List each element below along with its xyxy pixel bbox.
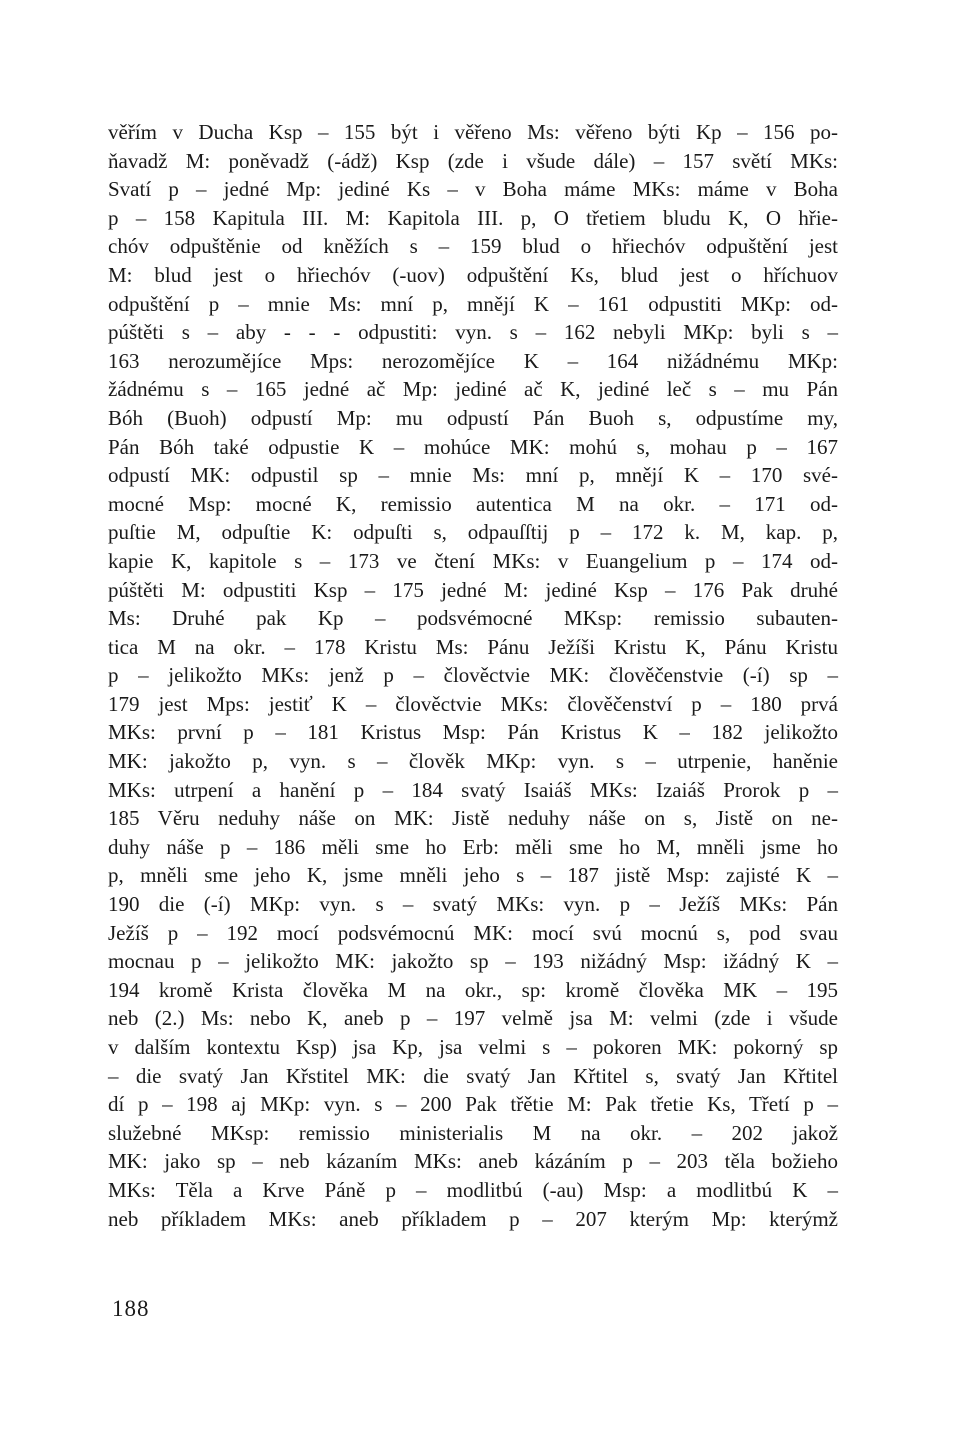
text-line: chóv odpuštěnie od kněžích s – 159 blud o hřiechóv odpuštění jest — [108, 234, 838, 259]
text-line: Ms: Druhé pak Kp – podsvémocné MKsp: remissio subauten- — [108, 606, 838, 631]
text-line: 185 Věru neduhy náše on MK: Jistě neduhy náše on s, Jistě on ne- — [108, 806, 838, 831]
text-line: p – jelikožto MKs: jenž p – člověctvie MK: člověčenstvie (-í) sp – — [108, 663, 838, 688]
text-line: tica M na okr. – 178 Kristu Ms: Pánu Ježíši Kristu K, Pánu Kristu — [108, 634, 838, 659]
text-line: odpuštění p – mnie Ms: mní p, mnějí K – 161 odpustiti MKp: od- — [108, 291, 838, 316]
page-number: 188 — [112, 1296, 150, 1321]
text-line: 194 kromě Krista člověka M na okr., sp: kromě člověka MK – 195 — [108, 977, 838, 1002]
text-line: M: blud jest o hřiechóv (-uov) odpuštění Ks, blud jest o hříchuov — [108, 262, 838, 287]
text-line: púštěti s – aby - - - odpustiti: vyn. s – 162 nebyli MKp: byli s – — [108, 320, 838, 345]
text-line: mocné Msp: mocné K, remissio autentica M na okr. – 171 od- — [108, 491, 838, 516]
critical-apparatus-text — [108, 118, 838, 1233]
text-line: p – 158 Kapitula III. M: Kapitola III. p, O třetiem bludu K, O hřie- — [108, 205, 838, 230]
text-line: odpustí MK: odpustil sp – mnie Ms: mní p, mnějí K – 170 své- — [108, 463, 838, 488]
text-line: Bóh (Buoh) odpustí Mp: mu odpustí Pán Buoh s, odpustíme my, — [108, 405, 838, 430]
text-line: 179 jest Mps: jestiť K – člověctvie MKs: člověčenství p – 180 prvá — [108, 691, 838, 716]
text-line: MKs: Těla a Krve Páně p – modlitbú (-au) Msp: a modlitbú K – — [108, 1177, 838, 1202]
text-line: puſtie M, odpuſtie K: odpuſti s, odpauſſtij p – 172 k. M, kap. p, — [108, 520, 838, 545]
text-line: 163 nerozumějíce Mps: nerozomějíce K – 164 nižádnému MKp: — [108, 348, 838, 373]
text-line: kapie K, kapitole s – 173 ve čtení MKs: v Euangelium p – 174 od- — [108, 548, 838, 573]
text-line: v dalším kontextu Ksp) jsa Kp, jsa velmi s – pokoren MK: pokorný sp — [108, 1035, 838, 1059]
text-line: Ježíš p – 192 mocí podsvémocnú MK: mocí svú mocnú s, pod svau — [108, 920, 838, 945]
text-line: MK: jako sp – neb kázaním MKs: aneb kázáním p – 203 těla božieho — [108, 1149, 838, 1174]
text-line: ňavadž M: poněvadž (-ádž) Ksp (zde i všude dále) – 157 světí MKs: — [108, 148, 838, 173]
text-line: neb příkladem MKs: aneb příkladem p – 207 kterým Mp: kterýmž — [108, 1206, 838, 1231]
text-line: 190 die (-í) MKp: vyn. s – svatý MKs: vyn. p – Ježíš MKs: Pán — [108, 892, 838, 917]
text-line: – die svatý Jan Křstitel MK: die svatý Jan Křtitel s, svatý Jan Křtitel — [108, 1063, 838, 1088]
text-line: žádnému s – 165 jedné ač Mp: jediné ač K, jediné leč s – mu Pán — [108, 377, 838, 402]
text-line: duhy náše p – 186 měli sme ho Erb: měli sme ho M, mněli jsme ho — [108, 834, 838, 859]
text-line: mocnau p – jelikožto MK: jakožto sp – 193 nižádný Msp: ižádný K – — [108, 949, 838, 974]
text-line: služebné MKsp: remissio ministerialis M na okr. – 202 jakož — [108, 1120, 838, 1145]
text-line: věřím v Ducha Ksp – 155 být i věřeno Ms: věřeno býti Kp – 156 po- — [108, 120, 838, 144]
text-line: MKs: utrpení a hanění p – 184 svatý Isaiáš MKs: Izaiáš Prorok p – — [108, 777, 838, 802]
text-line: neb (2.) Ms: nebo K, aneb p – 197 velmě jsa M: velmi (zde i všude — [108, 1006, 838, 1031]
text-line: dí p – 198 aj MKp: vyn. s – 200 Pak třětie M: Pak třetie Ks, Třetí p – — [108, 1092, 838, 1117]
text-line: Pán Bóh také odpustie K – mohúce MK: mohú s, mohau p – 167 — [108, 434, 838, 459]
text-line: Svatí p – jedné Mp: jediné Ks – v Boha máme MKs: máme v Boha — [108, 177, 838, 202]
text-line: MK: jakožto p, vyn. s – člověk MKp: vyn. s – utrpenie, haněnie — [108, 749, 838, 774]
text-line: púštěti M: odpustiti Ksp – 175 jedné M: jediné Ksp – 176 Pak druhé — [108, 577, 838, 602]
text-line: p, mněli sme jeho K, jsme mněli jeho s – 187 jistě Msp: zajisté K – — [108, 863, 838, 888]
text-line: MKs: první p – 181 Kristus Msp: Pán Kristus K – 182 jelikožto — [108, 720, 838, 745]
